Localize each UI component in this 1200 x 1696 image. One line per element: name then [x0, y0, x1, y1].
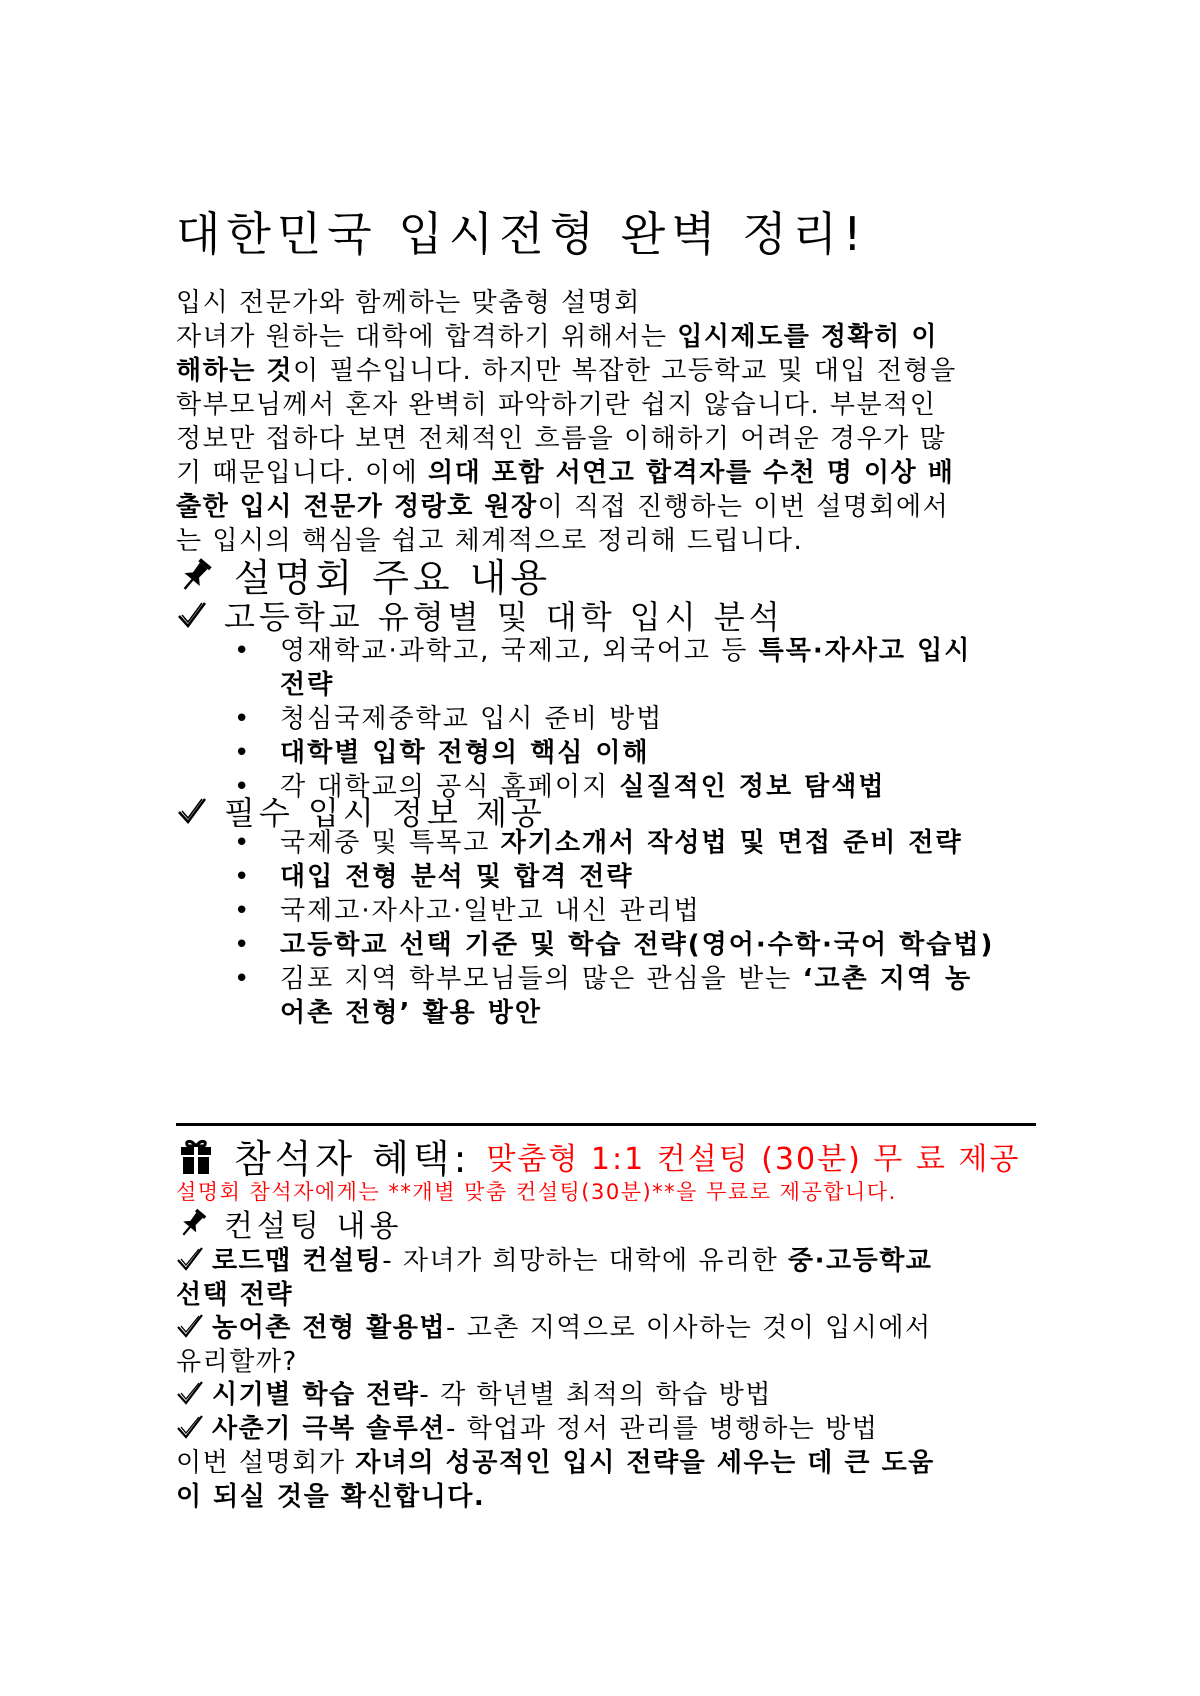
item-bold-text: 실질적인 정보 탐색법 [619, 772, 886, 802]
bullet-icon: • [234, 772, 252, 802]
consulting-heading-text: 컨설팅 내용 [224, 1209, 403, 1244]
bullet-icon: • [234, 636, 252, 666]
item-bold-text: 대입 전형 분석 및 합격 전략 [280, 862, 634, 892]
pushpin-icon [176, 555, 216, 595]
intro-line [176, 456, 1036, 490]
list-item [234, 894, 1036, 928]
benefit-note: 설명회 참석자에게는 **개별 맞춤 컨설팅(30분)**을 무료로 제공합니다. [176, 1180, 897, 1204]
bullet-icon: • [234, 896, 252, 926]
item-text: 각 대학교의 공식 홈페이지 [280, 772, 620, 802]
bullet-icon: • [234, 704, 252, 734]
item-bold-text: 전략 [280, 670, 335, 700]
check-mark-icon [176, 1414, 204, 1440]
intro-line: 는 입시의 핵심을 쉽고 체계적으로 정리해 드립니다. [176, 526, 804, 556]
consulting-item-roadmap [176, 1244, 1036, 1312]
closing-paragraph [176, 1446, 1036, 1514]
intro-line: 정보만 접하다 보면 전체적인 흐름을 이해하기 어려운 경우가 많 [176, 424, 947, 454]
subheading-text: 고등학교 유형별 및 대학 입시 분석 [224, 598, 784, 636]
intro-paragraph [176, 286, 1036, 558]
item-text: 김포 지역 학부모님들의 많은 관심을 받는 [280, 964, 803, 994]
list-item [234, 826, 1036, 860]
item-text: 유리할까? [176, 1347, 298, 1377]
list-item [234, 702, 1036, 736]
intro-line [176, 320, 1036, 354]
item-bold-text: 특목·자사고 입시 [758, 636, 972, 666]
benefit-highlight: 맞춤형 1:1 컨설팅 (30분) 무 료 제공 [486, 1141, 1021, 1177]
intro-text: 이 필수입니다. 하지만 복잡한 고등학교 및 대입 전형을 [293, 356, 957, 386]
pushpin-icon [176, 1206, 210, 1240]
bullet-icon: • [234, 828, 252, 858]
item-bold-text: 선택 전략 [176, 1280, 294, 1310]
check-mark-icon [176, 1380, 204, 1406]
subheading-school-analysis [176, 592, 784, 638]
section-heading-text: 설명회 주요 내용 [234, 556, 552, 600]
page-title: 대한민국 입시전형 완벽 정리! [176, 207, 868, 261]
benefit-label: 참석자 혜택: [234, 1137, 471, 1181]
intro-text: 기 때문입니다. 이에 [176, 458, 428, 488]
bullet-icon: • [234, 964, 252, 994]
item-text: - 자녀가 희망하는 대학에 유리한 [382, 1246, 788, 1276]
item-text: 국제고·자사고·일반고 내신 관리법 [280, 896, 701, 926]
section-divider [176, 1123, 1036, 1126]
item-bold-text: 자기소개서 작성법 및 면접 준비 전략 [500, 828, 963, 858]
bullet-icon: • [234, 862, 252, 892]
list-item [234, 634, 1036, 702]
item-text: 청심국제중학교 입시 준비 방법 [280, 704, 664, 734]
consulting-item-puberty [176, 1412, 1036, 1446]
gift-icon [176, 1136, 216, 1176]
item-bold-text: 중·고등학교 [787, 1246, 933, 1276]
item-text: - 고촌 지역으로 이사하는 것이 입시에서 [446, 1313, 932, 1343]
item-text: - 학업과 정서 관리를 병행하는 방법 [446, 1414, 879, 1444]
closing-text: 이번 설명회가 [176, 1448, 356, 1478]
intro-line [176, 354, 1036, 388]
intro-bold-text: 입시제도를 정확히 이 [677, 322, 938, 352]
consulting-item-study [176, 1378, 1036, 1412]
closing-bold-text: 이 되실 것을 확신합니다. [176, 1482, 486, 1512]
bullet-icon: • [234, 738, 252, 768]
intro-text: 자녀가 원하는 대학에 합격하기 위해서는 [176, 322, 678, 352]
intro-bold-text: 의대 포함 서연고 합격자를 수천 명 이상 배 [428, 458, 955, 488]
item-text: - 각 학년별 최적의 학습 방법 [419, 1380, 772, 1410]
item-bold-text: 어촌 전형’ 활용 방안 [280, 998, 542, 1028]
subheading-text: 필수 입시 정보 제공 [224, 794, 546, 832]
intro-line: 학부모님께서 혼자 완벽히 파악하기란 쉽지 않습니다. 부분적인 [176, 390, 937, 420]
intro-line [176, 490, 1036, 524]
item-bold-text: 로드맵 컨설팅 [212, 1246, 383, 1276]
school-analysis-list [234, 634, 1036, 804]
list-item [234, 736, 1036, 770]
check-mark-icon [176, 1313, 204, 1339]
intro-bold-text: 출한 입시 전문가 정랑호 원장 [176, 492, 538, 522]
item-bold-text: 대학별 입학 전형의 핵심 이해 [280, 738, 650, 768]
item-bold-text: 고등학교 선택 기준 및 학습 전략(영어·수학·국어 학습법) [280, 930, 995, 960]
closing-bold-text: 자녀의 성공적인 입시 전략을 세우는 데 큰 도움 [355, 1448, 935, 1478]
list-item [234, 962, 1036, 1030]
intro-bold-text: 해하는 것 [176, 356, 294, 386]
check-mark-icon [176, 599, 208, 631]
consulting-heading [176, 1201, 402, 1245]
item-bold-text: 사춘기 극복 솔루션 [212, 1414, 447, 1444]
intro-subtitle: 입시 전문가와 함께하는 맞춤형 설명회 [176, 288, 641, 318]
essential-info-list [234, 826, 1036, 1030]
check-mark-icon [176, 795, 208, 827]
item-text: 국제중 및 특목고 [280, 828, 501, 858]
benefit-heading [176, 1128, 1036, 1183]
check-mark-icon [176, 1246, 204, 1272]
list-item [234, 928, 1036, 962]
item-bold-text: ‘고촌 지역 농 [802, 964, 973, 994]
intro-text: 이 직접 진행하는 이번 설명회에서 [537, 492, 950, 522]
item-bold-text: 시기별 학습 전략 [212, 1380, 420, 1410]
bullet-icon: • [234, 930, 252, 960]
item-bold-text: 농어촌 전형 활용법 [212, 1313, 447, 1343]
item-text: 영재학교·과학고, 국제고, 외국어고 등 [280, 636, 759, 666]
consulting-item-rural [176, 1311, 1036, 1379]
list-item [234, 860, 1036, 894]
